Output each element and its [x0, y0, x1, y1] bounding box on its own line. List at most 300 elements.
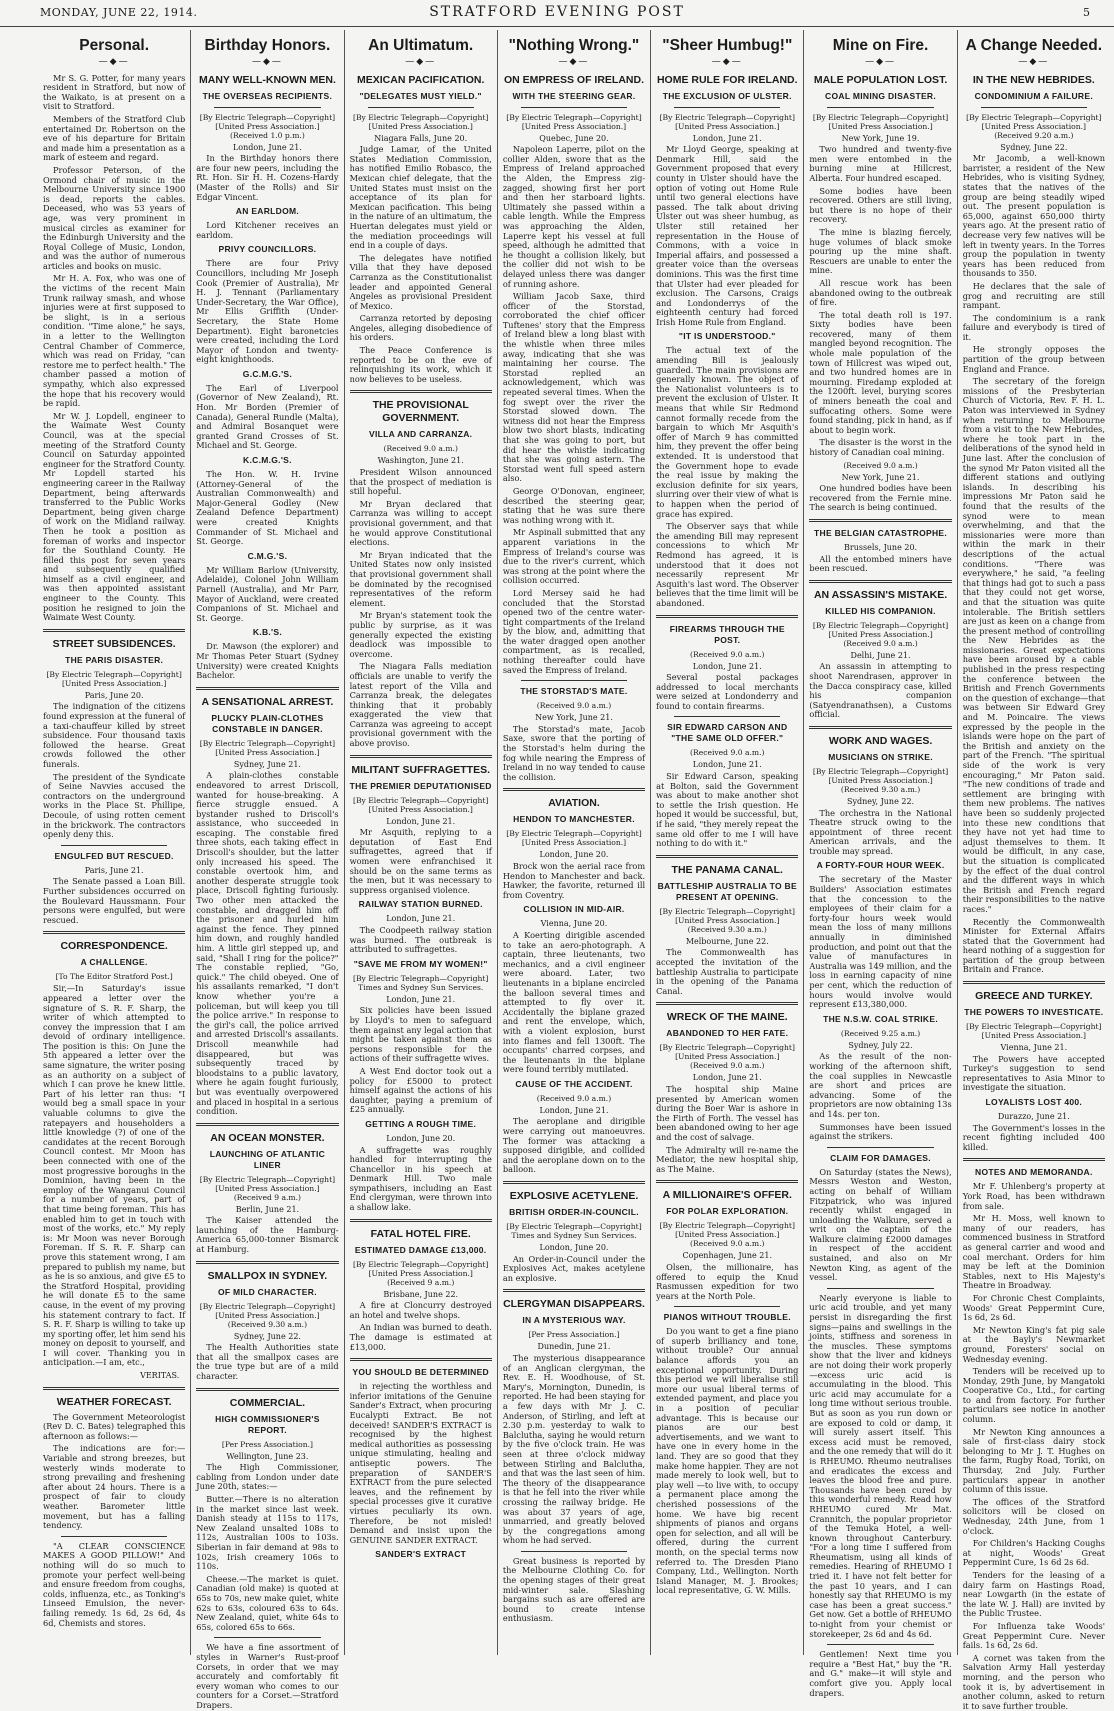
- paragraph: Olsen, the millionaire, has offered to equip the Knud Rasmussen expedition for two years at the North Pole.: [656, 1261, 799, 1301]
- wire-credit: [By Electric Telegraph—Copyright] [United Press Association.] (Received 9 a.m.): [353, 1259, 489, 1287]
- paragraph: The mysterious disappearance of an Anglican clergyman, the Rev. E. H. Woodhouse, of St. Mary's, Mornington, Dunedin, is reported. He had been staying for a few days with Mr J. C. Anderson, of Stirling, and left at 2.30 p.m. yesterday to walk to Balclutha, saying he would return by the five o'clock train. He was seen at three o'clock midway between Stirling and Balclutha, and that was the last seen of him. The theory of the disappearance is that he fell into the river while crossing the railway bridge. He was about 37 years of age, unmarried, and greatly beloved by the congregations among whom he had served.: [502, 1353, 646, 1546]
- sub-headline: A FORTY-FOUR HOUR WEEK.: [816, 860, 945, 871]
- paragraph: "A CLEAR CONSCIENCE MAKES A GOOD PILLOW!" And nothing will do so much to promote your perfect well-being and ensure freedom from coughs, colds, influenza, etc., as Tonking's Linseed Emulsion, the never-failing remedy. 1s 6d, 2s 6d, 4s 6d, Chemists and stores.: [43, 1540, 186, 1628]
- paragraph: Members of the Stratford Club entertained Dr. Robertson on the eve of his departure for Britain and made him a presentation as a mark of esteem and regard.: [43, 113, 186, 163]
- wire-credit: (Received 9.0 a.m.): [383, 444, 458, 454]
- paragraph: An Indian was burned to death. The damage is estimated at £13,000.: [349, 1322, 492, 1352]
- column-body: [350, 74, 492, 1561]
- section-divider: [827, 107, 933, 108]
- dateline: Delhi, June 21.: [850, 650, 911, 660]
- wire-credit: [By Electric Telegraph—Copyright] [United Press Association.] (Received 9.30 a.m.): [812, 766, 949, 794]
- paragraph: Great business is reported by the Melbourne Clothing Co. for the opening stages of their great mid-winter sale. Slashing bargains such as are offered are bound to create intense enthusiasm.: [502, 1555, 646, 1624]
- paragraph: The hospital ship Maine presented by American women during the Boer War is ashore in the Firth of Forth. The vessel has been abandoned owing to her age and the cost of salvage.: [656, 1083, 799, 1142]
- dateline: London, June 21.: [386, 816, 456, 826]
- wire-credit: [By Electric Telegraph—Copyright] [United Press Association.]: [659, 112, 795, 131]
- dateline: Sydney, June 22.: [1000, 142, 1068, 152]
- dateline: Berlin, June 21.: [235, 1204, 300, 1214]
- ornament-divider: —◆—: [1018, 57, 1050, 67]
- section-headline: COMMERCIAL.: [229, 1396, 306, 1409]
- paragraph: Mr S. G. Potter, for many years resident in Stratford, but now of the Waikato, is at present on a visit to Stratford.: [43, 72, 186, 112]
- sub-headline: COLLISION IN MID-AIR.: [523, 904, 625, 915]
- section-divider: [981, 107, 1087, 108]
- column-body: [43, 74, 185, 1629]
- paragraph: William Jacob Saxe, third officer of the Storstad, corroborated the chief officer Tuftenes' story that the Empress of Ireland blew a long blast with the whistle when three miles away, indicating that she was maintaining her course. The Storstad replied an acknowledgement, which was repeated several times. When the fog swept over the river the Storstad slowed down. The witness did not hear the Empress blow two short blasts, indicating that she was going to port, but did hear the whistle indicating that she was going astern. The Storstad went full speed astern also.: [502, 291, 646, 484]
- section-headline: CLERGYMAN DISAPPEARS.: [503, 1298, 645, 1311]
- paragraph: George O'Donovan, engineer, described the steering gear, stating that he was sure there was nothing wrong with it.: [502, 485, 646, 525]
- wire-credit: [By Electric Telegraph—Copyright] [United Press Association.] (Received 9.30 a.m.): [659, 906, 795, 934]
- dateline: London, June 21.: [386, 994, 456, 1004]
- section-divider: [196, 1261, 338, 1264]
- section-divider: [214, 107, 320, 108]
- section-divider: [656, 1002, 798, 1005]
- dateline: Vienna, June 21.: [1000, 1043, 1068, 1053]
- dateline: Sydney, June 21.: [233, 759, 301, 769]
- paragraph: Mr Bryan indicated that the United States now only insisted that provisional government shall be dominated by the recognised representatives of the reform element.: [349, 549, 492, 608]
- paragraph: Two hundred and twenty-five men were entombed in the burning mine at Hillcrest, Alberta. Four hundred escaped.: [809, 144, 952, 183]
- wire-credit: [By Electric Telegraph—Copyright] Times and Sydney Sun Services.: [353, 973, 489, 992]
- section-divider: [368, 107, 474, 108]
- sub-headline: THE N.S.W. COAL STRIKE.: [823, 1013, 938, 1024]
- paragraph: All the entombed miners have been rescued.: [809, 553, 952, 574]
- sub-headline: "IT IS UNDERSTOOD.": [678, 331, 776, 342]
- wire-credit: [By Electric Telegraph—Copyright] [United Press Association.] (Received 9.0 a.m.): [659, 1043, 795, 1071]
- paragraph: in rejecting the worthless and inferior imitations of the Genuine Sander's Extract, when procuring Eucalypti Extract. Be not deceived! SANDER'S EXTRACT is recognised by the highest medical authorities as possessing unique stimulating, healing and antiseptic powers. The preparation of SANDER'S EXTRACT from the pure selected leaves, and the refinement by special processes give it curative virtues peculiarly its own. Therefore, be not misled! Demand and insist upon the GENUINE SANDER EXTRACT.: [349, 1381, 492, 1545]
- sub-headline: VILLA AND CARRANZA.: [369, 429, 473, 440]
- paragraph: The mine is blazing fiercely, huge volumes of black smoke pouring up the mine shaft. Rescuers are unable to enter the mine.: [809, 226, 952, 276]
- paragraph: An assassin in attempting to shoot Narendrasen, approver in the Dacca conspiracy case, killed his companion (Satyendranathsen), a Customs official.: [809, 661, 952, 720]
- section-headline: GREECE AND TURKEY.: [975, 990, 1093, 1003]
- paragraph: Recently the Commonwealth Minister for External Affairs stated that the Government had heard nothing of a suggestion for partition of the group between Britain and France.: [962, 916, 1105, 975]
- paragraph: Mr Aspinall submitted that any apparent variations in the Empress of Ireland's course was due to the river's current, which was strong at the point where the collision occurred.: [502, 527, 646, 586]
- paragraph: A suffragette was roughly handled for interrupting the Chancellor in his speech at Denmark Hill. Two male sympathisers, including an East End clergyman, were thrown into a shallow lake.: [349, 1144, 492, 1213]
- paragraph: The Hon. W. H. Irvine (Attorney-General of the Australian Commonwealth) and Major-General Godley (New Zealand Defence Department) were created Knights Commander of St. Michael and St. George.: [196, 469, 339, 547]
- sub-headline: KILLED HIS COMPANION.: [825, 605, 936, 616]
- dateline: Brisbane, June 22.: [383, 1289, 459, 1299]
- wire-credit: (Received 9.0 a.m.): [843, 460, 918, 470]
- paragraph: A cornet was taken from the Salvation Army Hall yesterday morning, and the person who took it is, by advertisement in another column, asked to return it to save further trouble.: [962, 1652, 1105, 1711]
- column-body: [656, 74, 798, 1596]
- paragraph: Napoleon Laperre, pilot on the collier Alden, swore that as the Empress of Ireland approached the Alden, the Empress zig-zagged, showing first her port and then her starboard lights. Ultimately she passed within a cable length. While the Empress was approaching the Alden, Laperre kept his vessel at full speed, although he admitted that he thought a collision likely, but the collier did not wish to be delayed unless there was danger of running ashore.: [502, 144, 646, 289]
- dateline: Paris, June 20.: [84, 690, 144, 700]
- sub-headline: COAL MINING DISASTER.: [825, 90, 937, 101]
- section-divider: [521, 107, 627, 108]
- column-5: [650, 30, 803, 1655]
- dateline: Washington, June 21.: [377, 456, 464, 466]
- column-body: [963, 74, 1105, 1711]
- column-2: [190, 30, 343, 1710]
- section-headline: THE PROVISIONAL GOVERNMENT.: [372, 399, 469, 425]
- sub-headline: SANDER'S EXTRACT: [375, 1549, 467, 1560]
- sub-headline: C.M.G.'S.: [247, 550, 288, 561]
- paragraph: A plain-clothes constable endeavored to arrest Driscoll, wanted for house-breaking. A fierce struggle ensued. A bystander rushed to Driscoll's assistance, who succeeded in escaping. The constable fired three shots, each taking effect in Driscoll's shoulder, but the latter only increased his speed. The constable overtook him, and another desperate struggle took place, Driscoll fighting furiously. Two other men attacked the constable, and dragged him off the prisoner and hurled him against the fence. They pinned him down, and roughly handled him. A little girl stepped up, and said, "Shall I ring for the police?" The constable replied, "Go, quick." The child obeyed. One of his assailants remarked, "I don't know whether you're a policeman, but will keep you till the police arrive." In response to the girl's call, the police arrived and arrested Driscoll's assailants. Driscoll meanwhile had disappeared, but was subsequently traced by bloodstains to a public lavatory, where he again fought furiously, but was eventually overpowered and placed in hospital in a serious condition.: [196, 770, 339, 1117]
- paragraph: Do you want to get a fine piano of superb brilliancy and tone, without trouble? Our annual balance affords you an exceptional opportunity. During this period we will liberalise still more our usual liberal terms of extended payment, and place you in a position of peculiar advantage. This is because our pianos are our best advertisements, and we want to have one in every home in the land. They are so good that they make home happier. They are not made merely to look well, but to play well —to live with, to occupy a permanent place among the cherished possessions of the home. We have big recent shipments of pianos and organs open for selection, and all will be offered, during the current month, on the special terms now referred to. The Dresden Piano Company, Ltd., Wellington. North Island Manager, M. J. Brookes; local representative, G. W. Mills.: [656, 1326, 799, 1596]
- paragraph: The Niagara Falls mediation officials are unable to verify the latest report of the Villa and Carranza break, the delegates thinking that it probably exaggerated the view that Carranza was agreeing to accept provisional government with the above proviso.: [349, 661, 492, 749]
- paragraph: Mr Newton King's fat pig sale at the Bayly's Newmarket ground, Foresters' social on Wednesday evening.: [962, 1324, 1105, 1364]
- sub-headline: RAILWAY STATION BURNED.: [358, 899, 483, 910]
- section-divider: [503, 1181, 645, 1184]
- wire-credit: [By Electric Telegraph—Copyright] [United Press Association.]: [506, 112, 642, 131]
- sub-headline: SIR EDWARD CARSON AND "THE SAME OLD OFFER.": [667, 722, 788, 744]
- sub-headline: THE OVERSEAS RECIPIENTS.: [202, 90, 333, 101]
- section-divider: [350, 1219, 492, 1222]
- paragraph: Mr H. A. Fox, who was one of the victims of the recent Main Trunk railway smash, and whose injuries were at first supposed to be slight, is in a serious condition. "Time alone," he says, in a letter to the Wellington Central Chamber of Commerce, which was read on Friday, "can restore me to perfect health." The chamber passed a motion of sympathy, which also expressed the hope that his recovery would be rapid.: [43, 273, 186, 409]
- paragraph: He strongly opposes the partition of the group between England and France.: [962, 344, 1105, 374]
- dateline: New York, June 21.: [535, 713, 613, 723]
- sub-headline: "SAVE ME FROM MY WOMEN!": [353, 958, 488, 969]
- wire-credit: [By Electric Telegraph—Copyright] [United Press Association.]: [966, 1022, 1102, 1041]
- section-headline: ON EMPRESS OF IRELAND.: [503, 73, 644, 86]
- section-divider: [656, 855, 798, 858]
- paragraph: The Powers have accepted Turkey's suggestion to send representatives to Asia Minor to investigate the situation.: [962, 1053, 1105, 1093]
- section-divider: [674, 107, 780, 108]
- paragraph: The secretary of the foreign missions of the Presbyterian Church of Victoria, Rev. F. H. L. Paton was interviewed in Sydney when returning to Melbourne from a visit to the New Hebrides, where he took part in the deliberations of the synod held in June last. After the conclusion of the synod Mr Paton visited all the different stations and outlying islands. In describing his impressions Mr Paton said he found that the results of the synod were to mean overwhelming, and that the missionaries were more than within the mark in their descriptions of the actual conditions. "There was everywhere," he said, "a feeling that things had got to such a pass that they could not get worse, and that the situation was quite intolerable. The British settlers are just as keen on a change from the present method of controlling the New Hebrides as the missionaries. Great expectations have been aroused by a cable published in the press respecting the conference between the British and French Governments on the question of exchange—that was between Sir Edward Grey and M. Poincaire. The views expressed by the people in the islands were hope on the part of the British and anxiety on the part of the French. "The spiritual side of the work is very encouraging," Mr Paton said. "The new conditions of trade and settlement are bringing with them new problems. The natives have been so suddenly projected into these new conditions that they have not yet had time to adjust themselves to them. It would be difficult, in any case, but the situation is complicated by the effect of the dual control and the different ways in which the British and French regard their responsibilities to the native races.": [962, 376, 1105, 914]
- paragraph: The indications are for:—Variable and strong breezes, but westerly winds moderate to strong prevailing and freshening after about 24 hours. There is a prospect of fair to cloudy weather. Barometer little movement, but has a falling tendency.: [43, 1443, 186, 1531]
- section-divider: [503, 788, 645, 791]
- sub-headline: BATTLESHIP AUSTRALIA TO BE PRESENT AT OPENING.: [657, 880, 797, 902]
- signature: VERITAS.: [140, 1371, 180, 1381]
- sub-headline: THE POWERS TO INVESTICATE.: [964, 1007, 1104, 1018]
- section-divider: [61, 845, 167, 846]
- paragraph: For Chronic Chest Complaints, Woods' Great Peppermint Cure, 1s 6d, 2s 6d.: [962, 1292, 1105, 1323]
- paragraph: The Senate passed a Loan Bill. Further subsidences occurred on the Boulevard Haussmann. Four persons were engulfed, but were rescued.: [43, 876, 186, 925]
- section-divider: [963, 981, 1105, 984]
- paragraph: Sir,—In Saturday's issue appeared a letter over the signature of S. R. F. Sharp, the writer of which attempted to convey the impression that I am devoid of ordinary intelligence. The position is this: On June the 5th appeared a letter over the same signature, the writer posing as an authority on a subject of which I can prove he knew little. Part of his letter ran thus: "I would beg a small space in your valuable columns to give the ratepayers and householders a little knowledge (?) of one of the candidates at the recent Borough Council contest. Mr Moon has been connected with one of the most progressive boroughs in the Dominion, having been in the employ of the Wanganui Council for a number of years, part of that time being foreman. This has enabled him to get in touch with most of the works, etc." My reply is: Mr Moon was never Borough Foreman. If S. R. F. Sharp can prove this statement wrong, I am prepared to publish my name, but as he is so anxious, and give £5 to the Stratford Hospital, providing he will donate £5 to the same cause, in the event of my proving his statement contrary to fact. If S. R. F. Sharp is willing to take up my sporting offer, let him send his money on deposit to yourself, and I will cover. Thanking you in anticipation.—I am, etc.,: [43, 983, 186, 1368]
- section-divider: [43, 629, 185, 632]
- section-divider: [214, 1637, 320, 1638]
- paragraph: Sir Edward Carson, speaking at Bolton, said the Government was about to make another shot to settle the Irish question. He hoped it would be successful, but, if he said, "they merely repeat the same old offer to me I will have nothing to do with it.": [656, 771, 799, 849]
- wire-credit: (Received 9.25 a.m.): [840, 1028, 921, 1038]
- paragraph: The Storstad's mate, Jacob Saxe, swore that the porting of the Storstad's helm during the fog while nearing the Empress of Ireland in no way tended to cause the collision.: [502, 723, 646, 782]
- paragraph: The orchestra in the National Theatre struck owing to the appointment of three recent American arrivals, and the trouble may spread.: [809, 807, 952, 856]
- column-heading: "Nothing Wrong.": [508, 37, 640, 54]
- paragraph: Mr Newton King announces a sale of first-class dairy stock belonging to Mr J. T. Hughes on the farm, Rugby Road, Toriki, on Thursday, 2nd July. Further particulars appear in another column of this issue.: [962, 1426, 1105, 1495]
- paragraph: Tenders will be received up to Monday, 29th June, by Mangatoki Cooperative Co., Ltd., for carting to and from factory. For further particulars see notice in another column.: [962, 1366, 1105, 1425]
- paragraph: Butter.—There is no alteration in the market since last week. Danish steady at 115s to 117s, New Zealand unsalted 108s to 112s, Australian 100s to 103s. Siberian in fair demand at 98s to 102s, Irish creamery 106s to 110s.: [196, 1494, 339, 1572]
- paragraph: Lord Mersey said he had concluded that the Storstad opened two of the centre water-tight compartments of the Ireland by the blow, and, admitting that the water dragged open another compartment, as is recalled, nothing thereafter could have saved the Empress of Ireland.: [502, 587, 646, 675]
- paragraph: The aeroplane and dirigible were carrying out manoeuvres. The former was attacking a supposed dirigible, and collided and the aeroplane down on to the balloon.: [502, 1116, 646, 1175]
- dateline: Dunedin, June 21.: [537, 1342, 611, 1352]
- wire-credit: [By Electric Telegraph—Copyright] [United Press Association.]: [46, 669, 182, 688]
- paragraph: All rescue work has been abandoned owing to the outbreak of fire.: [809, 277, 952, 308]
- dateline: Quebec, June 20.: [539, 133, 609, 143]
- paragraph: The Earl of Liverpool (Governor of New Zealand), Rt. Hon. Mr Borden (Premier of Canada), General Rundle (Malta), and Admiral Bosanquet were granted Grand Crosses of St. Michael and St. George.: [196, 382, 339, 451]
- paragraph: Tenders for the leasing of a dairy farm on Hastings Road, near Lowgarth (in the estate of the late W. J. Hall) are invited by the Public Trustee.: [962, 1569, 1105, 1619]
- sub-headline: K.C.M.G.'S.: [243, 455, 292, 466]
- sub-headline: MUSICIANS ON STRIKE.: [828, 751, 933, 762]
- sub-headline: HIGH COMMISSIONER'S REPORT.: [215, 1413, 320, 1435]
- dateline: London, June 20.: [386, 1133, 456, 1143]
- paragraph: The disaster is the worst in the history of Canadian coal mining.: [809, 437, 952, 457]
- paragraph: Professor Peterson, of the Ormond chair of music in the Melbourne University since 1900 is dead, reports the cables. Deceased, who was 53 years of age, was very prominent in musical circles as examiner for the Edinburgh University and the Royal College of Music, London, and was the author of numerous articles and books on music.: [43, 164, 186, 271]
- section-divider: [827, 1288, 933, 1289]
- column-heading: Birthday Honors.: [204, 37, 331, 54]
- paragraph: For Influenza take Woods' Great Peppermint Cure. Never fails. 1s 6d, 2s 6d.: [962, 1620, 1105, 1651]
- sub-headline: BRITISH ORDER-IN-COUNCIL.: [509, 1207, 639, 1218]
- wire-credit: [To The Editor Stratford Post.]: [55, 972, 173, 982]
- newspaper-title: STRATFORD EVENING POST: [429, 4, 685, 20]
- wire-credit: [By Electric Telegraph—Copyright] [United Press Association.]: [353, 795, 489, 814]
- column-heading: A Change Needed.: [965, 37, 1103, 54]
- sub-headline: K.B.'S.: [252, 627, 282, 638]
- section-headline: AN OCEAN MONSTER.: [210, 1131, 325, 1144]
- dateline: London, June 21.: [692, 133, 762, 143]
- section-divider: [827, 1147, 933, 1148]
- dateline: Niagara Falls, June 20.: [374, 133, 468, 143]
- section-divider: [503, 1289, 645, 1292]
- dateline: Sydney, June 22.: [847, 796, 915, 806]
- section-headline: EXPLOSIVE ACETYLENE.: [509, 1190, 639, 1203]
- paragraph: The Peace Conference is reported to be on the eve of relinquishing its work, which it now believes to be useless.: [349, 345, 492, 384]
- sub-headline: AN EARLDOM.: [235, 206, 300, 217]
- paragraph: One hundred bodies have been recovered from the Fernie mine. The search is being continued.: [809, 483, 952, 513]
- paragraph: Lord Kitchener receives an earldom.: [196, 220, 339, 240]
- paragraph: Some bodies have been recovered. Others are still living, but there is no hope of their recovery.: [809, 185, 952, 225]
- paragraph: In the Birthday honors there are four new peers, including the Rt. Hon. Sir H. H. Cozens-Hardy (Master of the Rolls) and Sir Edgar Vincent.: [196, 153, 339, 202]
- paragraph: Mr F. Uhlenberg's property at York Road, has been withdrawn from sale.: [962, 1181, 1105, 1211]
- sub-headline: CLAIM FOR DAMAGES.: [830, 1152, 931, 1163]
- dateline: London, June 20.: [539, 850, 609, 860]
- dateline: Durazzo, June 21.: [997, 1112, 1070, 1122]
- ornament-divider: —◆—: [98, 57, 130, 67]
- issue-date: MONDAY, JUNE 22, 1914.: [40, 6, 198, 19]
- section-headline: SMALLPOX IN SYDNEY.: [207, 1269, 328, 1282]
- dateline: London, June 21.: [386, 914, 456, 924]
- paragraph: Mr Bryan's statement took the public by surprise, as it was generally expected the existing deadlock was impossible to overcome.: [349, 610, 492, 659]
- sub-headline: ABANDONED TO HER FATE.: [666, 1028, 789, 1039]
- wire-credit: [By Electric Telegraph—Copyright] Times and Sydney Sun Services.: [506, 1222, 642, 1241]
- paragraph: Summonses have been issued against the strikers.: [809, 1121, 952, 1142]
- paragraph: Mr Bryan declared that Carranza was willing to accept provisional government, and that he would approve Constitutional elections.: [349, 498, 492, 548]
- sub-headline: THE EXCLUSION OF ULSTER.: [662, 90, 792, 101]
- paragraph: The actual text of the amending Bill is jealously guarded. The main provisions are generally known. The object of the Nationalist volunteers is to prevent the exclusion of Ulster. It means that while Sir Redmond cannot formally recede from the bargain to which Mr Asquith's offer of March 9 has committed him, they prevent the offer being extended. It is understood that the Government hope to evade the real issue by making the exclusion definite for six years, slurring over their view of what is to happen when the period of grace has expired.: [656, 345, 799, 519]
- section-divider: [809, 726, 951, 729]
- column-heading: "Sheer Humbug!": [662, 37, 793, 54]
- sub-headline: NOTES AND MEMORANDA.: [975, 1167, 1093, 1178]
- section-headline: MALE POPULATION LOST.: [813, 73, 948, 86]
- column-body: [196, 74, 338, 1711]
- sub-headline: THE STORSTAD'S MATE.: [520, 686, 628, 697]
- ornament-divider: —◆—: [405, 57, 437, 67]
- dateline: London, June 21.: [692, 760, 762, 770]
- paragraph: President Wilson announced that the prospect of mediation is still hopeful.: [349, 467, 492, 497]
- section-divider: [809, 519, 951, 522]
- masthead: [0, 0, 1114, 27]
- dateline: New York, June 19.: [841, 133, 920, 143]
- section-divider: [809, 580, 951, 583]
- paragraph: A fire at Cloncurry destroyed an hotel and twelve shops.: [349, 1300, 492, 1320]
- paragraph: Judge Lamar, of the United States Mediation Commission, has notified Emilio Robasco, the Mexican chief delegate, that the United States must insist on the acceptance of its plan for Mexican pacification. This being in the nature of an ultimatum, the Huertan delegates must yield or the mediation proceedings will end in a couple of days.: [349, 144, 492, 251]
- paragraph: A Koerting dirigible ascended to take an aero-photograph. A captain, three lieutenants, two mechanics, and a civil engineer were aboard. Later, two lieutenants in a biplane encircled the balloon several times and attempted to fly over it. Accidentally the biplane grazed and rent the envelope, which, with a violent explosion, burst into flames and fell 1300ft. The occupants' charred corpses, and the lieutenants in the biplane were found terribly mutilated.: [502, 929, 646, 1075]
- paragraph: The indignation of the citizens found expression at the funeral of a taxi-chauffeur killed by street subsidence. Four thousand taxis followed the hearse. Great crowds followed the other funerals.: [43, 701, 186, 769]
- paragraph: The Coodpeeth railway station was burned. The outbreak is attributed to suffragettes.: [349, 925, 492, 955]
- paragraph: Nearly everyone is liable to uric acid trouble, and yet many persist in disregarding the first signs—pains and swellings in the joints, stiffness and soreness in the muscles. These symptoms show that the liver and kidneys are not doing their work properly—excess uric acid is accumulating in the blood. This uric acid may accumulate for a long time without serious trouble. But as soon as you run down or are exposed to cold or damp, it will surely assert itself. This excess acid must be removed, and the one remedy that will do it is RHEUMO. Rheumo neutralises and eradicates the excess and leaves the blood free and pure. Thousands have been cured by this wonderful remedy. Read how RHEUMO cured Mr Mat. Crannitch, the popular proprietor of the Temuka Hotel, a well-known throughout Canterbury. "For a long time I suffered from Rheumatism, using all kinds of remedies. Hearing of RHEUMO I tried it. I have not felt better for the past 10 years, and I can honestly say that RHEUMO is my case has been a great success." Get now. Get a bottle of RHEUMO to-night from your chemist or storekeeper, 2s 6d and 4s 6d.: [809, 1292, 952, 1639]
- paragraph: An Order-in-Council under the Explosives Act, makes acetylene an explosive.: [502, 1253, 646, 1283]
- section-divider: [61, 1536, 167, 1537]
- section-headline: AVIATION.: [548, 797, 600, 810]
- section-headline: WEATHER FORECAST.: [56, 1395, 172, 1408]
- column-heading: An Ultimatum.: [368, 37, 474, 54]
- paragraph: Mr H. Moss, well known to many of our readers, has commenced business in Stratford as general carrier and wood and coal merchant. Orders for him may be left at the Dominion Stables, next to His Majesty's Theatre in Broadway.: [962, 1213, 1105, 1291]
- sub-headline: IN A MYSTERIOUS WAY.: [522, 1315, 626, 1326]
- paragraph: Cheese.—The market is quiet. Canadian (old make) is quoted at 65s to 70s, new make quiet, white 62s to 63s, coloured 63s to 64s. New Zealand, quiet, white 64s to 65s, colored 65s to 66s.: [196, 1573, 339, 1632]
- column-1: [38, 30, 190, 1655]
- sub-headline: PLUCKY PLAIN-CLOTHES CONSTABLE IN DANGER.: [211, 712, 324, 734]
- dateline: London, June 21.: [539, 1105, 609, 1115]
- paragraph: We have a fine assortment of styles in Warner's Rust-proof Corsets, in order that we may accurately and comfortably fit every woman who comes to our counters for a Corset.—Stratford Drapers.: [196, 1642, 339, 1710]
- paragraph: Gentlemen! Next time you require a "Best Hat," buy the "R. and G." make—it will style and comfort give you. Apply local drapers.: [809, 1649, 952, 1698]
- section-divider: [196, 1123, 338, 1126]
- wire-credit: [By Electric Telegraph—Copyright] [United Press Association.]: [506, 829, 642, 848]
- wire-credit: [Per Press Association.]: [221, 1439, 313, 1449]
- sub-headline: ESTIMATED DAMAGE £13,000.: [354, 1244, 487, 1255]
- wire-credit: [By Electric Telegraph—Copyright] [United Press Association.] (Received 9.30 a.m.): [199, 1301, 336, 1329]
- sub-headline: THE PARIS DISASTER.: [65, 654, 164, 665]
- dateline: Vienna, June 20.: [540, 919, 608, 929]
- section-divider: [963, 1158, 1105, 1161]
- paragraph: The Commonwealth has accepted the invitation of the battleship Australia to participate in the opening of the Panama Canal.: [656, 947, 799, 996]
- wire-credit: [By Electric Telegraph—Copyright] [United Press Association.]: [353, 112, 489, 131]
- sub-headline: OF MILD CHARACTER.: [217, 1286, 317, 1297]
- paragraph: Mr William Barlow (University, Adelaide), Colonel John William Parnell (Australia), and Mr Parr, Mayor of Auckland, were created Companions of St. Michael and St. George.: [196, 564, 339, 623]
- paragraph: The president of the Syndicate of Seine Navvies accused the contractors on the underground works in the Place St. Phillipe, Decoule, of using rotten cement in the brickwork. The contractors openly deny this.: [43, 771, 186, 840]
- section-headline: A MILLIONAIRE'S OFFER.: [662, 1189, 792, 1202]
- section-divider: [656, 1180, 798, 1183]
- section-divider: [656, 615, 798, 618]
- wire-credit: [By Electric Telegraph—Copyright] [United Press Association.] (Received 9 a.m.): [199, 1174, 336, 1202]
- section-headline: AN ASSASSIN'S MISTAKE.: [813, 588, 948, 601]
- column-3: [344, 30, 497, 1655]
- sub-headline: GETTING A ROUGH TIME.: [365, 1118, 477, 1129]
- section-headline: WORK AND WAGES.: [828, 734, 933, 747]
- paragraph: Dr. Mawson (the explorer) and Mr Thomas Peter Stuart (Sydney University) were created Knights Bachelor.: [196, 641, 339, 681]
- sub-headline: CAUSE OF THE ACCIDENT.: [515, 1078, 633, 1089]
- paragraph: For Children's Hacking Coughs at night, Woods' Great Peppermint Cure, 1s 6d 2s 6d.: [962, 1538, 1105, 1568]
- paragraph: The secretary of the Master Builders' Association estimates that the concession to the employees of their claim for a forty-four hours week would mean the loss of many millions annually in diminished production, and point out that the value of manufactures in Australia was 149 million, and the loss in earning capacity of nine per cent, which the reduction of hours would involve would represent £13,380,000.: [809, 874, 952, 1010]
- section-divider: [196, 1388, 338, 1391]
- section-divider: [350, 1358, 492, 1361]
- section-headline: FATAL HOTEL FIRE.: [370, 1227, 471, 1240]
- dateline: London, June 20.: [539, 1243, 609, 1253]
- sub-headline: FOR POLAR EXPLORATION.: [666, 1206, 789, 1217]
- wire-credit: (Received 9.0 a.m.): [536, 701, 612, 711]
- paragraph: On Saturday (states the News), Messrs Weston and Weston, acting on behalf of William Fitzpatrick, who was injured recently whilst engaged in unloading the Walkure, served a writ on the captain of the Walkure claiming £2000 damages in respect of the accident sustained, and also on Mr Newton King, as agent of the vessel.: [809, 1166, 952, 1283]
- paragraph: As the result of the non-working of the afternoon shift, the coal supplies in Newcastle are short and prices are advancing. Some of the proprietors are now obtaining 13s and 14s. per ton.: [809, 1051, 952, 1119]
- dateline: Sydney, July 22.: [848, 1040, 913, 1050]
- paragraph: The condominium is a rank failure and everybody is tired of it.: [962, 312, 1105, 342]
- sub-headline: G.C.M.G.'S.: [242, 368, 293, 379]
- section-divider: [521, 680, 627, 681]
- sub-headline: "DELEGATES MUST YIELD.": [359, 90, 482, 101]
- paragraph: The total death roll is 197. Sixty bodies have been recovered, many of them mangled beyond recognition. The whole male population of the town of Hillcrest was wiped out, and two hundred homes are in mourning. Firedamp exploded at the 1200ft. level, burying scores of miners beneath the coal and suffocating others. Some were found standing, pick in hand, as if about to begin work.: [809, 309, 952, 435]
- wire-credit: [By Electric Telegraph—Copyright] [United Press Association.] (Received 1.0 p.m.): [199, 112, 336, 140]
- sub-headline: A CHALLENGE.: [80, 957, 148, 968]
- wire-credit: [By Electric Telegraph—Copyright] [United Press Association.]: [199, 738, 336, 757]
- wire-credit: [By Electric Telegraph—Copyright] [United Press Association.] (Received 9.20 a.m.): [966, 112, 1102, 140]
- paragraph: The Health Authorities state that all the smallpox cases are the true type but are of a mild character.: [196, 1342, 339, 1382]
- column-heading: Mine on Fire.: [832, 37, 929, 54]
- paragraph: Mr Asquith, replying to a deputation of East End suffragettes, agreed that if women were enfranchised it should be on the same terms as the men, but it was necessary to suppress organised violence.: [349, 827, 492, 895]
- sub-headline: PIANOS WITHOUT TROUBLE.: [663, 1312, 791, 1323]
- section-divider: [521, 1551, 627, 1552]
- paragraph: The High Commissioner, cabling from London under date June 20th, states:—: [196, 1462, 339, 1492]
- sub-headline: PRIVY COUNCILLORS.: [218, 244, 317, 255]
- dateline: Brussels, June 20.: [844, 542, 918, 552]
- section-divider: [350, 390, 492, 393]
- paragraph: Mr Jacomb, a well-known barrister, a resident of the New Hebrides, who is visiting Sydney, states that the natives of the group are being steadily wiped out. The present population is 65,000, against 650,000 thirty years ago. At the present ratio of decrease very few natives will be left in twenty years. In the Torres group the population in twenty years has been reduced from thousands to 350.: [962, 153, 1105, 279]
- section-headline: MILITANT SUFFRAGETTES.: [351, 763, 491, 776]
- column-6: [803, 30, 956, 1698]
- section-headline: MEXICAN PACIFICATION.: [357, 73, 485, 86]
- column-heading: Personal.: [79, 37, 150, 54]
- wire-credit: (Received 9.0 a.m.): [690, 649, 765, 659]
- column-7: [957, 30, 1110, 1711]
- dateline: London, June 21.: [692, 661, 762, 671]
- paragraph: Brock won the aerial race from Hendon to Manchester and back. Hawker, the favorite, returned ill from Coventry.: [502, 861, 646, 900]
- paragraph: Mr Lloyd George, speaking at Denmark Hill, said the Government proposed that every county in Ulster should have the option of voting out Home Rule until two general elections have passed. The talk about driving Ulster out was sheer humbug, as Ulster still retained her representation in the House of Commons, with a voice in Imperial affairs, and possessed a greater voice than the overseas dominions. This was the first time that Ulster had ever pleaded for exclusion. The Carsons, Craigs and Londonderrys of the eighteenth century had forced Irish Home Rule from England.: [656, 144, 799, 327]
- sub-headline: ENGULFED BUT RESCUED.: [54, 850, 174, 861]
- page-number: 5: [1083, 6, 1090, 19]
- section-headline: A SENSATIONAL ARREST.: [201, 695, 334, 708]
- section-headline: IN THE NEW HEBRIDES.: [972, 73, 1095, 86]
- paragraph: The Government Meteorologist (Rev D. C. Bates) telegraphed this afternoon as follows:—: [43, 1411, 186, 1441]
- ornament-divider: —◆—: [251, 57, 283, 67]
- dateline: New York, June 21.: [841, 472, 920, 482]
- dateline: Sydney, June 22.: [233, 1331, 301, 1341]
- dateline: Paris, June 21.: [84, 865, 144, 875]
- dateline: Wellington, June 23.: [226, 1451, 309, 1461]
- column-body: [809, 74, 951, 1699]
- paragraph: The Observer says that while the amending Bill may represent concessions to which Mr Redmond has agreed, it is understood that it does not necessarily represent Mr Asquith's last word. The Observer believes that the time limit will be abandoned.: [656, 521, 799, 608]
- section-headline: MANY WELL-KNOWN MEN.: [198, 73, 336, 86]
- sub-headline: THE BELGIAN CATASTROPHE.: [814, 527, 948, 538]
- section-divider: [350, 755, 492, 758]
- ornament-divider: —◆—: [865, 57, 896, 67]
- sub-headline: YOU SHOULD BE DETERMINED: [352, 1367, 489, 1378]
- section-divider: [827, 1644, 933, 1645]
- column-body: [503, 74, 645, 1624]
- paragraph: Several postal packages addressed to local merchants were seized at Londonderry and found to contain firearms.: [656, 672, 799, 711]
- paragraph: Carranza retorted by deposing Angeles, alleging disobedience of his orders.: [349, 313, 492, 343]
- section-divider: [43, 1387, 185, 1390]
- section-headline: THE PANAMA CANAL.: [671, 863, 783, 876]
- paragraph: Six policies have been issued by Lloyd's to men to safeguard them against any legal action that might be taken against them as persons responsible for the actions of their suffragette wives.: [349, 1005, 492, 1064]
- sub-headline: HENDON TO MANCHESTER.: [513, 814, 635, 825]
- sub-headline: LAUNCHING OF ATLANTIC LINER: [209, 1148, 326, 1170]
- ornament-divider: —◆—: [558, 57, 590, 67]
- paragraph: The Kaiser attended the launching of the Hamburg-America 65,000-tonner Bismarck at Hamburg.: [196, 1215, 339, 1255]
- wire-credit: [By Electric Telegraph—Copyright] [United Press Association.] (Received 9.0 a.m.): [812, 620, 949, 648]
- sub-headline: CONDOMINIUM A FAILURE.: [974, 90, 1093, 101]
- sub-headline: FIREARMS THROUGH THE POST.: [669, 623, 785, 645]
- wire-credit: [By Electric Telegraph—Copyright] [United Press Association.]: [812, 112, 949, 131]
- paragraph: Mr W. J. Lopdell, engineer to the Waimate West County Council, was at the special meeting of the Stratford County Council on Saturday appointed engineer for the Stratford County. Mr Lopdell started his engineering career in the Railway Department, being afterwards transferred to the Public Works Department, being given charge of work on the Midland railway. Then he took a position as foreman of works and inspector for the Southland County. He filled this post for seven years and subsequently qualified himself as a civil engineer, and was then appointed assistant engineer to the County. This position he resigned to join the Waimate West County.: [43, 410, 186, 623]
- section-divider: [674, 716, 780, 717]
- column-4: [497, 30, 650, 1655]
- sub-headline: WITH THE STEERING GEAR.: [512, 90, 636, 101]
- section-divider: [43, 931, 185, 934]
- section-divider: [674, 1306, 780, 1307]
- paragraph: He declares that the sale of grog and recruiting are still rampant.: [962, 280, 1105, 311]
- section-headline: STREET SUBSIDENCES.: [52, 637, 176, 650]
- paragraph: The delegates have notified Villa that they have deposed Carranza as the Constitutionalist leader and appointed General Angeles as provisional President of Mexico.: [349, 252, 492, 311]
- paragraph: A West End doctor took out a policy for £5000 to protect himself against the actions of his daughter, paying a premium of £25 annually.: [349, 1065, 492, 1115]
- dateline: Melbourne, June 22.: [685, 936, 769, 946]
- wire-credit: [Per Press Association.]: [528, 1330, 620, 1340]
- section-headline: HOME RULE FOR IRELAND.: [656, 73, 798, 86]
- wire-credit: [By Electric Telegraph—Copyright] [United Press Association.] (Received 9.0 a.m.): [659, 1221, 795, 1249]
- dateline: London, June 21.: [232, 142, 302, 152]
- dateline: London, June 21.: [692, 1073, 762, 1083]
